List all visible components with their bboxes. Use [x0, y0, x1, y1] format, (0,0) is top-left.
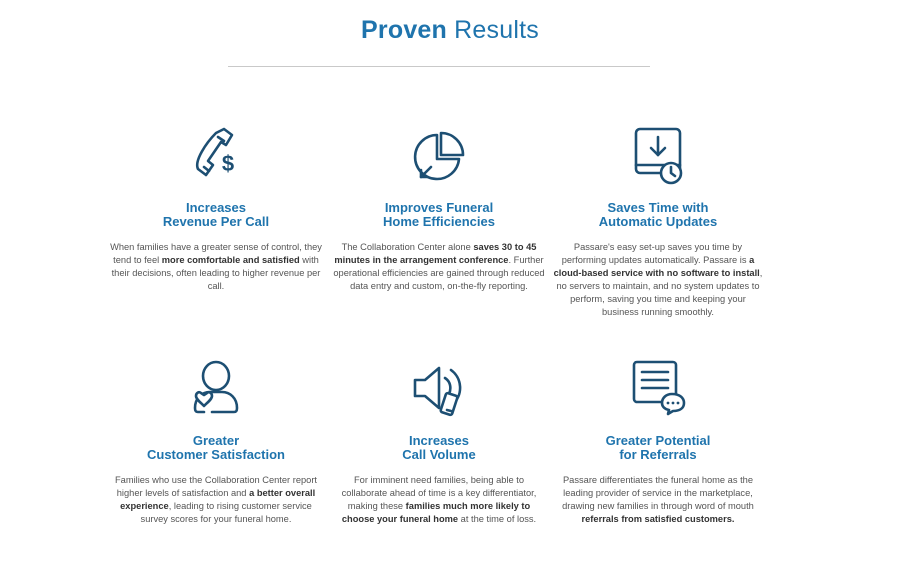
body-emphasis: saves 30 to 45 minutes in the arrangement conference: [334, 242, 537, 265]
phone-dollar-icon: [184, 123, 248, 187]
feature-card-revenue: [91, 123, 341, 293]
card-body: [552, 241, 764, 319]
page-title-light: Results: [454, 16, 539, 44]
body-text: Families who use the Collaboration Center report higher levels of satisfaction and: [114, 475, 318, 498]
body-text: with their decisions, often leading to higher revenue per call.: [111, 255, 321, 291]
card-heading: [533, 201, 783, 229]
heading-line-1: Greater: [192, 433, 240, 448]
heading-line-1: Saves Time with: [607, 200, 709, 215]
heading-line-2: Revenue Per Call: [162, 214, 270, 229]
card-body: [333, 474, 545, 526]
heading-line-2: Call Volume: [402, 447, 476, 462]
body-text: , leading to rising customer service survey scores for your funeral home.: [140, 501, 312, 524]
card-body: [552, 474, 764, 526]
body-text: The Collaboration Center alone: [341, 242, 474, 252]
heading-line-1: Increases: [186, 200, 246, 215]
heading-line-2: for Referrals: [619, 447, 697, 462]
card-body: [110, 474, 322, 526]
user-heart-icon: [184, 356, 248, 420]
body-text: Passare's easy set-up saves you time by performing updates automatically. Passare is: [561, 242, 750, 265]
body-text: For imminent need families, being able to collaborate ahead of time is a key differentiator, making these: [341, 475, 537, 511]
body-text: Passare differentiates the funeral home as the leading provider of service in the marketplace, drawing new families in through word of mouth: [562, 475, 754, 511]
speaker-phone-icon: [407, 356, 471, 420]
card-heading: [314, 201, 564, 229]
body-emphasis: a better overall experience: [120, 488, 316, 511]
title-divider: [228, 66, 650, 67]
heading-line-2: Home Efficiencies: [383, 214, 495, 229]
card-body: [110, 241, 322, 293]
pie-chart-icon: [407, 123, 471, 187]
body-emphasis: more comfortable and satisfied: [161, 255, 300, 265]
body-text: at the time of loss.: [458, 514, 537, 524]
document-chat-icon: [626, 356, 690, 420]
card-heading: [91, 201, 341, 229]
feature-card-referrals: [533, 356, 783, 526]
card-heading: [91, 434, 341, 462]
svg-text:$: $: [221, 151, 235, 176]
body-emphasis: referrals from satisfied customers.: [581, 514, 735, 524]
heading-line-1: Increases: [409, 433, 469, 448]
body-emphasis: a cloud-based service with no software to install: [553, 255, 760, 278]
card-heading: [314, 434, 564, 462]
feature-card-efficiencies: [314, 123, 564, 293]
card-body: [333, 241, 545, 293]
download-clock-icon: [626, 123, 690, 187]
page-title-bold: Proven: [361, 16, 448, 44]
body-emphasis: families much more likely to choose your funeral home: [341, 501, 531, 524]
feature-card-updates: [533, 123, 783, 319]
heading-line-1: Improves Funeral: [384, 200, 494, 215]
body-text: . Further operational efficiencies are gained through reduced data entry and custom, on-the-fly reporting.: [333, 255, 545, 291]
feature-card-call-volume: [314, 356, 564, 526]
page-title: [0, 16, 900, 45]
heading-line-1: Greater Potential: [605, 433, 711, 448]
card-heading: [533, 434, 783, 462]
feature-card-satisfaction: [91, 356, 341, 526]
heading-line-2: Customer Satisfaction: [147, 447, 285, 462]
heading-line-2: Automatic Updates: [598, 214, 718, 229]
body-text: When families have a greater sense of control, they tend to feel: [110, 242, 322, 265]
body-text: , no servers to maintain, and no system updates to perform, saving you time and keeping your business running smoothly.: [556, 268, 763, 317]
